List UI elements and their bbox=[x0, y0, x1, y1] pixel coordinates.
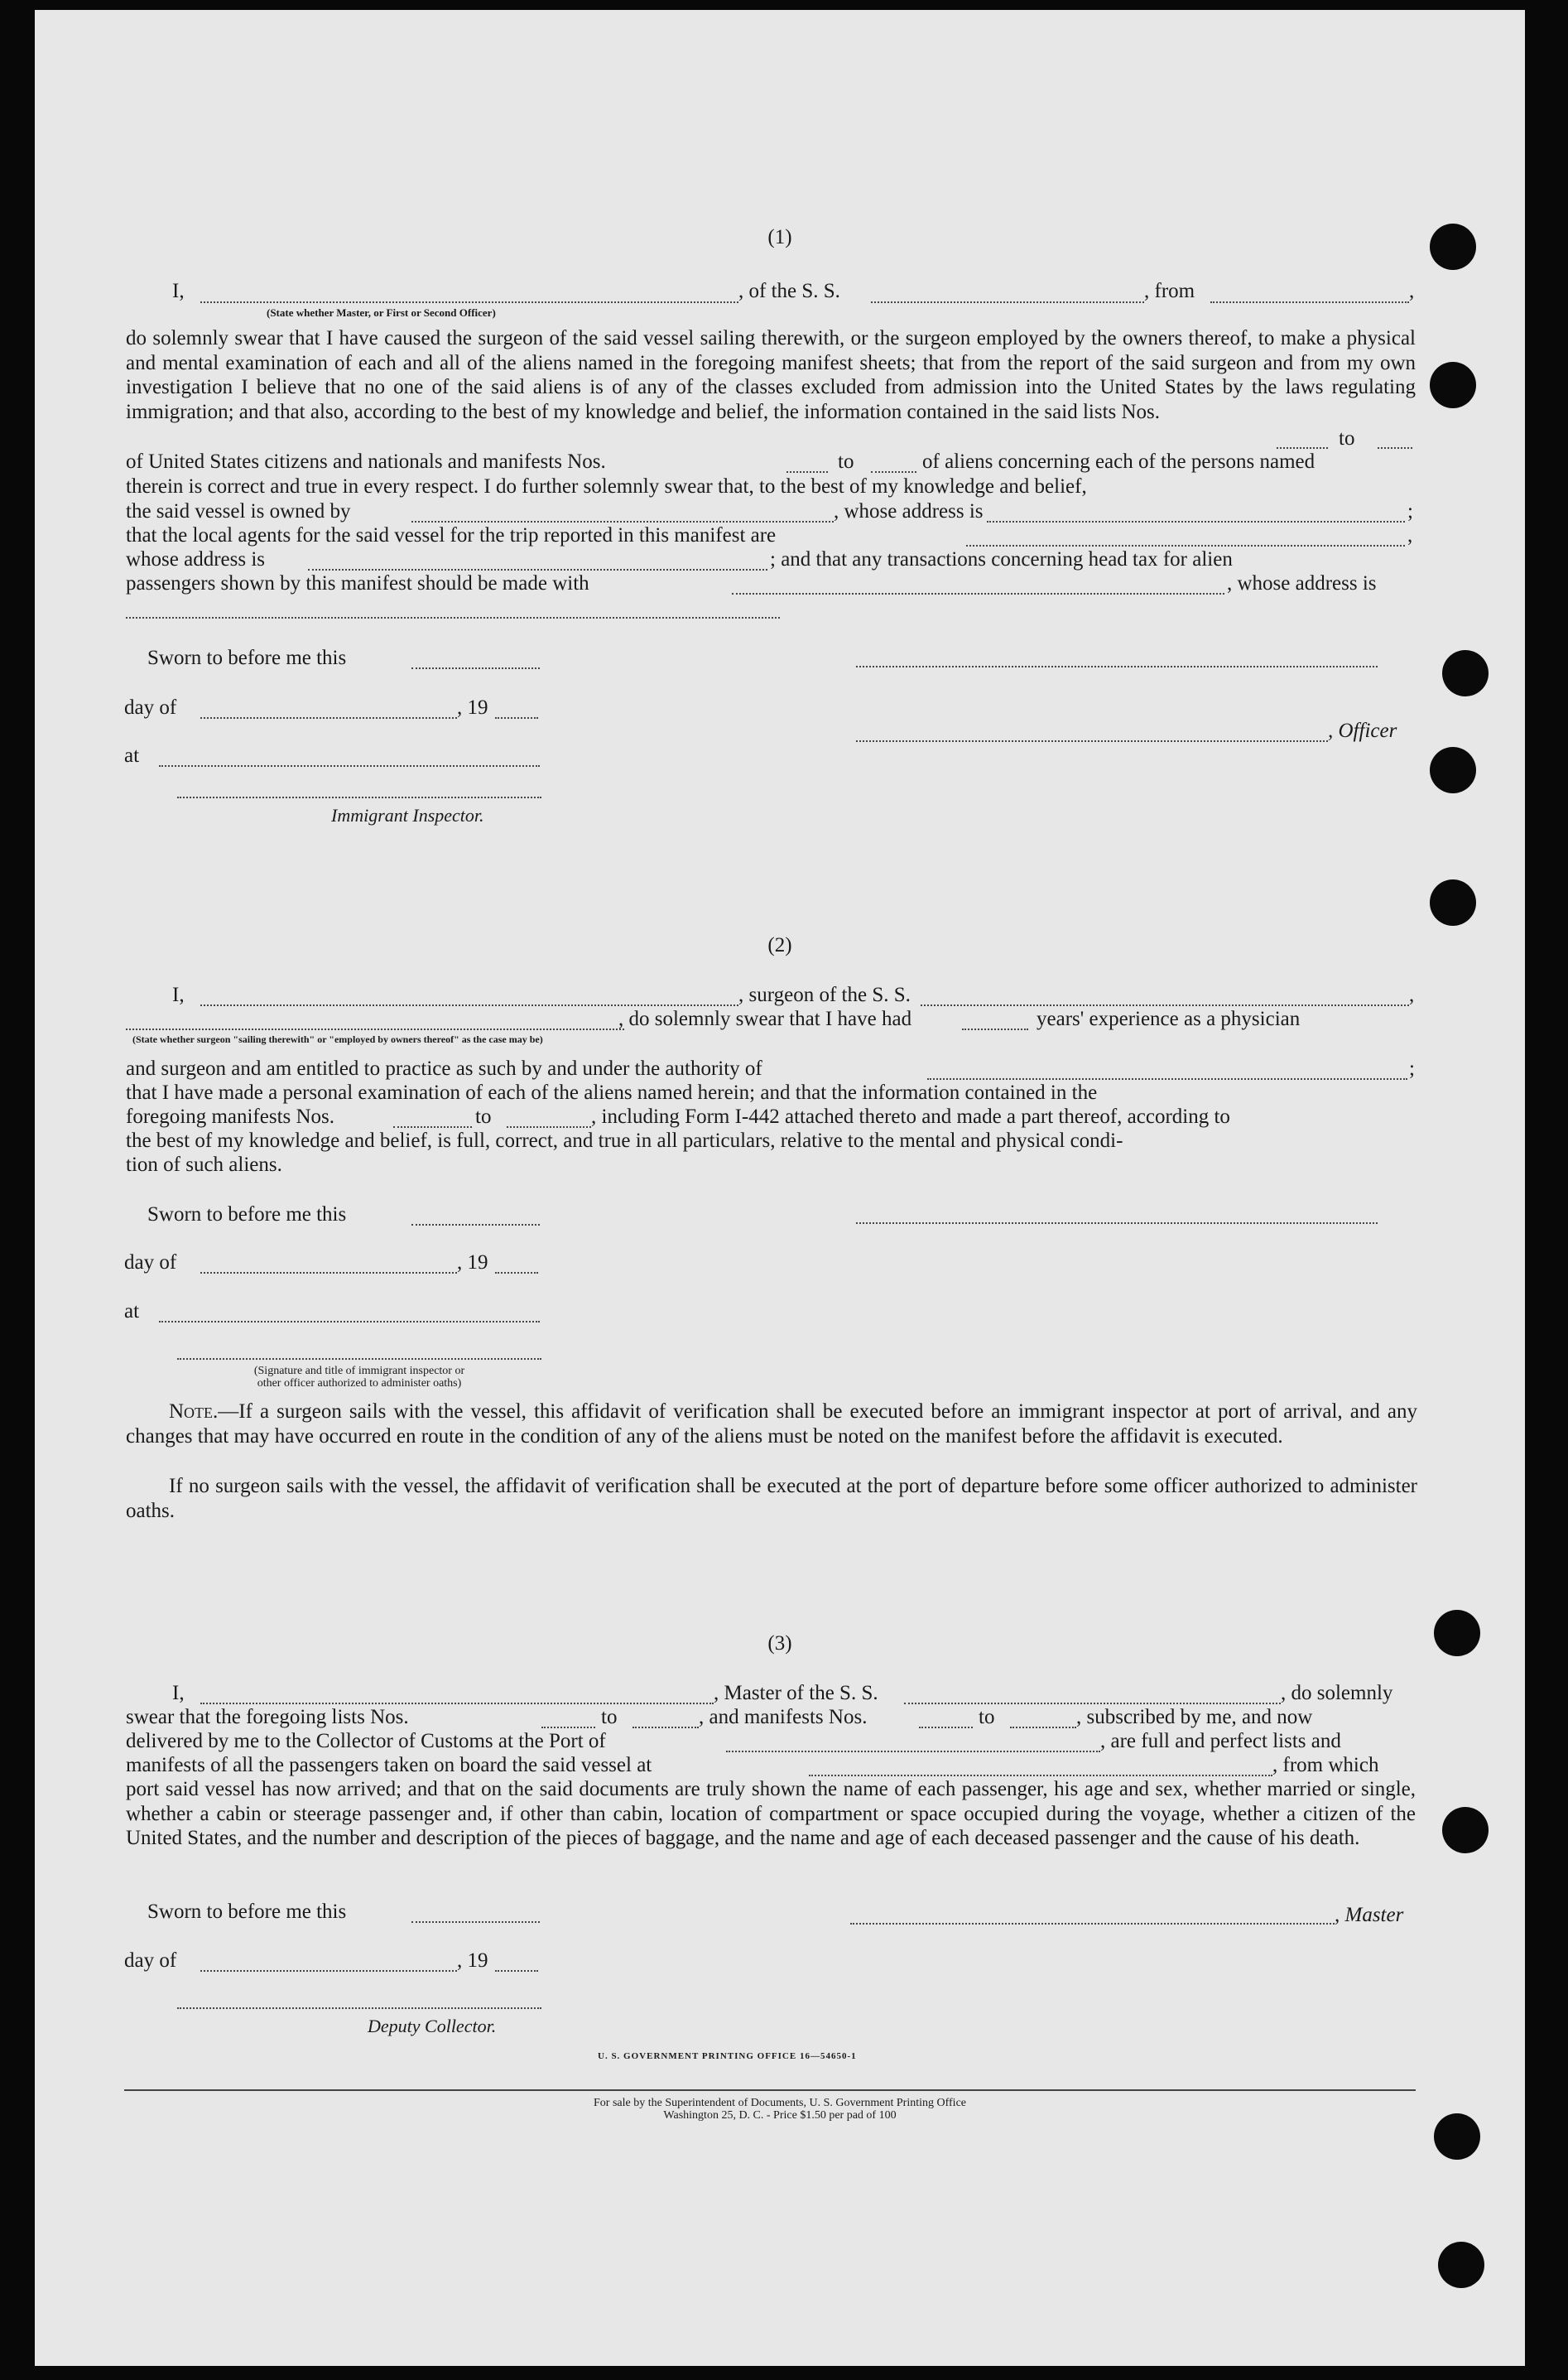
s1-title-field[interactable] bbox=[200, 301, 738, 303]
s1-head-tax-field[interactable] bbox=[732, 593, 1224, 595]
s1-citizens-pre: of United States citizens and nationals and manifests Nos. bbox=[126, 450, 606, 473]
s3-swear-lists: swear that the foregoing lists Nos. bbox=[126, 1706, 409, 1728]
s1-head-tax: ; and that any transactions concerning head tax for alien bbox=[770, 548, 1233, 571]
s2-best: the best of my knowledge and belief, is full, correct, and true in all particulars, relative to the mental and physical condi- bbox=[126, 1130, 1123, 1152]
s1-agents: that the local agents for the said vessel for the trip reported in this manifest are bbox=[126, 524, 777, 547]
s2-sworn: Sworn to before me this bbox=[147, 1203, 347, 1226]
s1-citizens-post: of aliens concerning each of the persons named bbox=[922, 450, 1315, 473]
s1-agents-address-field[interactable] bbox=[308, 569, 767, 571]
s1-comma2: , bbox=[1407, 524, 1413, 547]
s2-authority-field[interactable] bbox=[927, 1078, 1407, 1080]
s3-from-which: , from which bbox=[1272, 1754, 1379, 1776]
s2-manifests-to-field[interactable] bbox=[507, 1126, 591, 1128]
s1-lists-to: to bbox=[1339, 427, 1355, 450]
s1-lists-to-field[interactable] bbox=[1378, 447, 1412, 449]
s1-sworn-field[interactable] bbox=[411, 667, 540, 669]
s1-year-field[interactable] bbox=[495, 717, 538, 719]
s1-citizens-to: to bbox=[838, 450, 854, 473]
s3-subscribed: , subscribed by me, and now bbox=[1076, 1706, 1313, 1728]
s3-year: , 19 bbox=[457, 1949, 488, 1972]
s1-officer-signature-field[interactable] bbox=[856, 666, 1378, 667]
s3-collector-label: Deputy Collector. bbox=[368, 2016, 497, 2036]
section-3-heading: (3) bbox=[767, 1632, 792, 1655]
s3-manifests-all: manifests of all the passengers taken on board the said vessel at bbox=[126, 1754, 652, 1776]
s3-to2: to bbox=[979, 1706, 995, 1728]
s1-at: at bbox=[124, 744, 140, 767]
s2-sig-note-2: other officer authorized to administer oaths) bbox=[257, 1377, 462, 1390]
s2-comma: , bbox=[1409, 984, 1415, 1006]
s1-paragraph: do solemnly swear that I have caused the surgeon of the said vessel sailing therewith, or the surgeon employed by the owners thereof, to make a physical and mental examination of each and all of the aliens named in the foregoing manifest sheets; that from the report of the said surgeon and from my own investigation I believe that no one of the said aliens is of any of the classes excluded from admission into the United States by the laws regulating immigration; and that also, according to the best of my knowledge and belief, the information contained in the said lists Nos. bbox=[126, 327, 1416, 423]
s1-from-field[interactable] bbox=[1210, 301, 1409, 303]
s1-whose-address3: , whose address is bbox=[1227, 572, 1377, 595]
s1-semicolon: ; bbox=[1407, 500, 1413, 523]
s2-year: , 19 bbox=[457, 1251, 488, 1274]
s3-manifests-from-field[interactable] bbox=[919, 1727, 973, 1728]
s2-note-paragraph-2: If no surgeon sails with the vessel, the affidavit of verification shall be executed at the port of departure before some officer authorized to administer oaths. bbox=[126, 1475, 1417, 1522]
footer-sale-line-1: For sale by the Superintendent of Documents, U. S. Government Printing Office bbox=[594, 2097, 966, 2109]
s1-owned-by: the said vessel is owned by bbox=[126, 500, 351, 523]
s3-sworn: Sworn to before me this bbox=[147, 1901, 347, 1923]
s3-master-signature-field[interactable] bbox=[850, 1923, 1335, 1925]
s3-i-label: I, bbox=[172, 1682, 185, 1704]
s2-examination: that I have made a personal examination of each of the aliens named herein; and that the information contained in the bbox=[126, 1082, 1098, 1104]
s1-lists-from-field[interactable] bbox=[1277, 447, 1328, 449]
s3-do-solemnly: , do solemnly bbox=[1281, 1682, 1393, 1704]
s1-passengers: passengers shown by this manifest should be made with bbox=[126, 572, 589, 595]
s1-day-field[interactable] bbox=[200, 717, 457, 719]
s3-year-field[interactable] bbox=[495, 1970, 538, 1972]
s3-to1: to bbox=[601, 1706, 618, 1728]
s3-master-of: , Master of the S. S. bbox=[714, 1682, 878, 1704]
s1-at-field[interactable] bbox=[159, 765, 540, 767]
s1-title-note: (State whether Master, or First or Second Officer) bbox=[267, 306, 496, 319]
s2-tion: tion of such aliens. bbox=[126, 1154, 282, 1176]
s2-surgeon-of: , surgeon of the S. S. bbox=[738, 984, 911, 1006]
s3-full-lists: , are full and perfect lists and bbox=[1100, 1730, 1341, 1752]
s2-day-field[interactable] bbox=[200, 1272, 457, 1274]
s3-delivered: delivered by me to the Collector of Customs at the Port of bbox=[126, 1730, 606, 1752]
s2-type-note: (State whether surgeon "sailing therewith" or "employed by owners thereof" as the case may be) bbox=[132, 1033, 543, 1045]
s2-years-field[interactable] bbox=[962, 1029, 1028, 1030]
punch-hole bbox=[1430, 747, 1476, 793]
s1-whose-address: , whose address is bbox=[834, 500, 984, 523]
s1-inspector-signature-field[interactable] bbox=[177, 797, 541, 798]
s3-lists-from-field[interactable] bbox=[541, 1727, 595, 1728]
s2-semicolon: ; bbox=[1409, 1058, 1415, 1080]
s3-body-paragraph: port said vessel has now arrived; and that on the said documents are truly shown the name of each passenger, his age and sex, whether married or single, whether a cabin or steerage passenger and, if other than cabin, location of compartment or space occupied during the voyage, whether a citizen of the United States, and the number and description of the pieces of baggage, and the name and age of each deceased passenger and the cause of his death. bbox=[126, 1778, 1416, 1849]
s1-manifests-from-field[interactable] bbox=[786, 471, 828, 473]
s3-day-field[interactable] bbox=[200, 1970, 457, 1972]
s2-surgeon-type-field[interactable] bbox=[126, 1029, 624, 1030]
s2-year-field[interactable] bbox=[495, 1272, 538, 1274]
s3-sworn-field[interactable] bbox=[411, 1921, 540, 1923]
s1-inspector-label: Immigrant Inspector. bbox=[331, 805, 484, 826]
s3-and-manifests: , and manifests Nos. bbox=[699, 1706, 868, 1728]
s1-officer-title-field[interactable] bbox=[856, 740, 1328, 742]
s2-foregoing-pre: foregoing manifests Nos. bbox=[126, 1106, 335, 1128]
s1-day-of: day of bbox=[124, 696, 177, 719]
s2-at-field[interactable] bbox=[159, 1321, 540, 1322]
gpo-imprint: U. S. GOVERNMENT PRINTING OFFICE 16—54650-1 bbox=[598, 2051, 857, 2061]
s2-sig-note-1: (Signature and title of immigrant inspector or bbox=[253, 1365, 465, 1377]
s2-vessel-field[interactable] bbox=[921, 1005, 1409, 1006]
s1-agents-field[interactable] bbox=[966, 545, 1405, 547]
s2-at: at bbox=[124, 1300, 140, 1322]
s3-port-field[interactable] bbox=[726, 1751, 1100, 1752]
s1-manifests-to-field[interactable] bbox=[871, 471, 916, 473]
punch-hole bbox=[1442, 1807, 1489, 1853]
s2-foregoing-to: to bbox=[475, 1106, 492, 1128]
s3-collector-signature-field[interactable] bbox=[177, 2007, 541, 2009]
s1-head-tax-address-field[interactable] bbox=[126, 617, 780, 619]
s3-vessel-field[interactable] bbox=[904, 1703, 1281, 1704]
s3-lists-to-field[interactable] bbox=[632, 1727, 699, 1728]
s2-years: years' experience as a physician bbox=[1037, 1008, 1301, 1030]
punch-hole bbox=[1442, 650, 1489, 696]
s2-sworn-field[interactable] bbox=[411, 1224, 540, 1226]
s1-sworn: Sworn to before me this bbox=[147, 647, 347, 669]
s3-master-label: , Master bbox=[1335, 1904, 1404, 1926]
s2-manifests-from-field[interactable] bbox=[393, 1126, 472, 1128]
section-2-heading: (2) bbox=[767, 934, 792, 956]
s1-correct: therein is correct and true in every respect. I do further solemnly swear that, to the best of my knowledge and belief, bbox=[126, 475, 1087, 498]
section-1-heading: (1) bbox=[767, 226, 792, 248]
s1-owner-field[interactable] bbox=[411, 521, 834, 523]
s2-authority: and surgeon and am entitled to practice as such by and under the authority of bbox=[126, 1058, 762, 1080]
s1-officer-label: , Officer bbox=[1328, 720, 1397, 742]
s2-foregoing-post: , including Form I-442 attached thereto and made a part thereof, according to bbox=[591, 1106, 1230, 1128]
s2-swear: , do solemnly swear that I have had bbox=[618, 1008, 912, 1030]
s1-owner-address-field[interactable] bbox=[987, 521, 1405, 523]
s2-i-label: I, bbox=[172, 984, 185, 1006]
punch-hole bbox=[1430, 362, 1476, 408]
punch-hole bbox=[1430, 879, 1476, 926]
footer-rule bbox=[124, 2089, 1416, 2091]
footer-sale-line-2: Washington 25, D. C. - Price $1.50 per pad of 100 bbox=[663, 2109, 897, 2122]
s1-year: , 19 bbox=[457, 696, 488, 719]
s2-inspector-signature-field[interactable] bbox=[177, 1358, 541, 1360]
s1-from-label: , from bbox=[1144, 280, 1195, 302]
s1-comma: , bbox=[1409, 280, 1415, 302]
s3-master-name-field[interactable] bbox=[200, 1703, 714, 1704]
s1-of-ss-label: , of the S. S. bbox=[738, 280, 840, 302]
s3-manifests-to-field[interactable] bbox=[1010, 1727, 1076, 1728]
s3-embark-port-field[interactable] bbox=[809, 1775, 1272, 1776]
form-page bbox=[35, 10, 1525, 2366]
s1-vessel-field[interactable] bbox=[871, 301, 1144, 303]
s3-day-of: day of bbox=[124, 1949, 177, 1972]
s2-note-paragraph-1: Note.—If a surgeon sails with the vessel, this affidavit of verification shall be executed before an immigrant inspector at port of arrival, and any changes that may have occurred en route in the condition of any of the aliens must be noted on the manifest before the affidavit is executed. bbox=[126, 1400, 1417, 1448]
s2-surgeon-signature-field[interactable] bbox=[856, 1222, 1378, 1224]
s1-i-label: I, bbox=[172, 280, 185, 302]
s2-day-of: day of bbox=[124, 1251, 177, 1274]
s1-whose-address2: whose address is bbox=[126, 548, 266, 571]
punch-hole bbox=[1438, 2242, 1484, 2288]
s2-surgeon-name-field[interactable] bbox=[200, 1005, 738, 1006]
